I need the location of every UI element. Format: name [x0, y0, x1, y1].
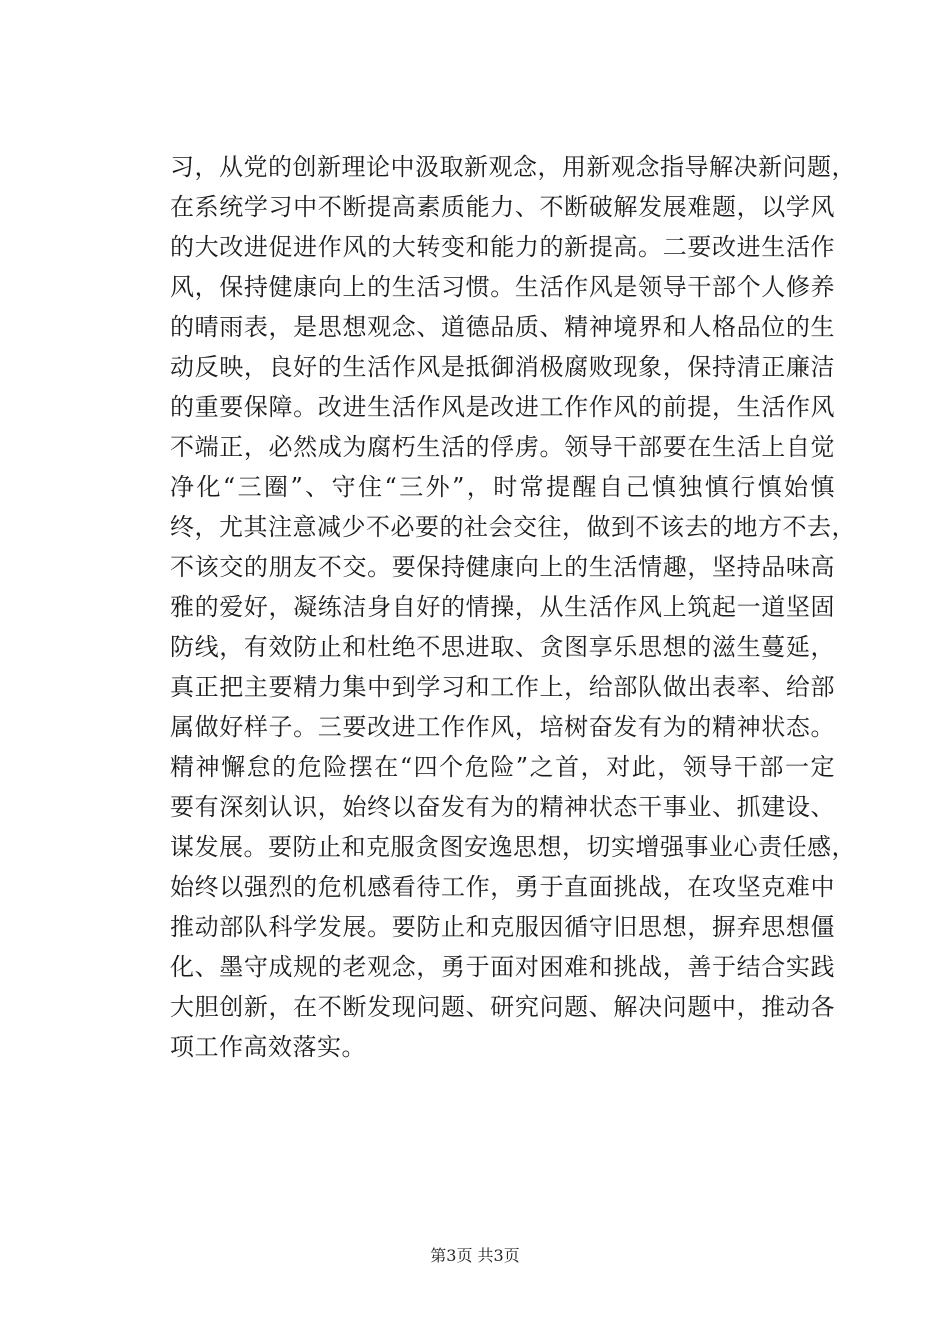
page-number: 第3页 共3页 — [430, 1246, 520, 1265]
page-footer — [0, 1246, 950, 1266]
text-line: 谋发展。要防止和克服贪图安逸思想，切实增强事业心责任感， — [170, 833, 856, 861]
body-text — [170, 147, 856, 1067]
text-line: 风，保持健康向上的生活习惯。生活作风是领导干部个人修养 — [170, 273, 835, 301]
text-line: 精神懈怠的危险摆在“四个危险”之首，对此，领导干部一定 — [170, 753, 835, 781]
text-line: 习，从党的创新理论中汲取新观念，用新观念指导解决新问题， — [170, 153, 856, 181]
text-line: 属做好样子。三要改进工作作风，培树奋发有为的精神状态。 — [170, 713, 835, 741]
text-line: 动反映，良好的生活作风是抵御消极腐败现象，保持清正廉洁 — [170, 353, 835, 381]
text-line: 推动部队科学发展。要防止和克服因循守旧思想，摒弃思想僵 — [170, 913, 835, 941]
text-line: 的重要保障。改进生活作风是改进工作作风的前提，生活作风 — [170, 393, 835, 421]
text-line: 大胆创新，在不断发现问题、研究问题、解决问题中，推动各 — [170, 993, 835, 1021]
text-line: 雅的爱好，凝练洁身自好的情操，从生活作风上筑起一道坚固 — [170, 593, 835, 621]
text-line: 的晴雨表，是思想观念、道德品质、精神境界和人格品位的生 — [170, 313, 835, 341]
text-line: 防线，有效防止和杜绝不思进取、贪图享乐思想的滋生蔓延， — [170, 633, 835, 661]
text-line: 项工作高效落实。 — [170, 1033, 366, 1061]
text-line: 不该交的朋友不交。要保持健康向上的生活情趣，坚持品味高 — [170, 553, 835, 581]
text-line: 在系统学习中不断提高素质能力、不断破解发展难题，以学风 — [170, 193, 835, 221]
text-line: 净化“三圈”、守住“三外”，时常提醒自己慎独慎行慎始慎 — [170, 473, 835, 501]
text-line: 真正把主要精力集中到学习和工作上，给部队做出表率、给部 — [170, 673, 835, 701]
text-line: 不端正，必然成为腐朽生活的俘虏。领导干部要在生活上自觉 — [170, 433, 835, 461]
text-line: 终，尤其注意减少不必要的社会交往，做到不该去的地方不去， — [170, 513, 856, 541]
text-line: 化、墨守成规的老观念，勇于面对困难和挑战，善于结合实践 — [170, 953, 835, 981]
text-line: 始终以强烈的危机感看待工作，勇于直面挑战，在攻坚克难中 — [170, 873, 835, 901]
text-line: 要有深刻认识，始终以奋发有为的精神状态干事业、抓建设、 — [170, 793, 835, 821]
text-line: 的大改进促进作风的大转变和能力的新提高。二要改进生活作 — [170, 233, 835, 261]
